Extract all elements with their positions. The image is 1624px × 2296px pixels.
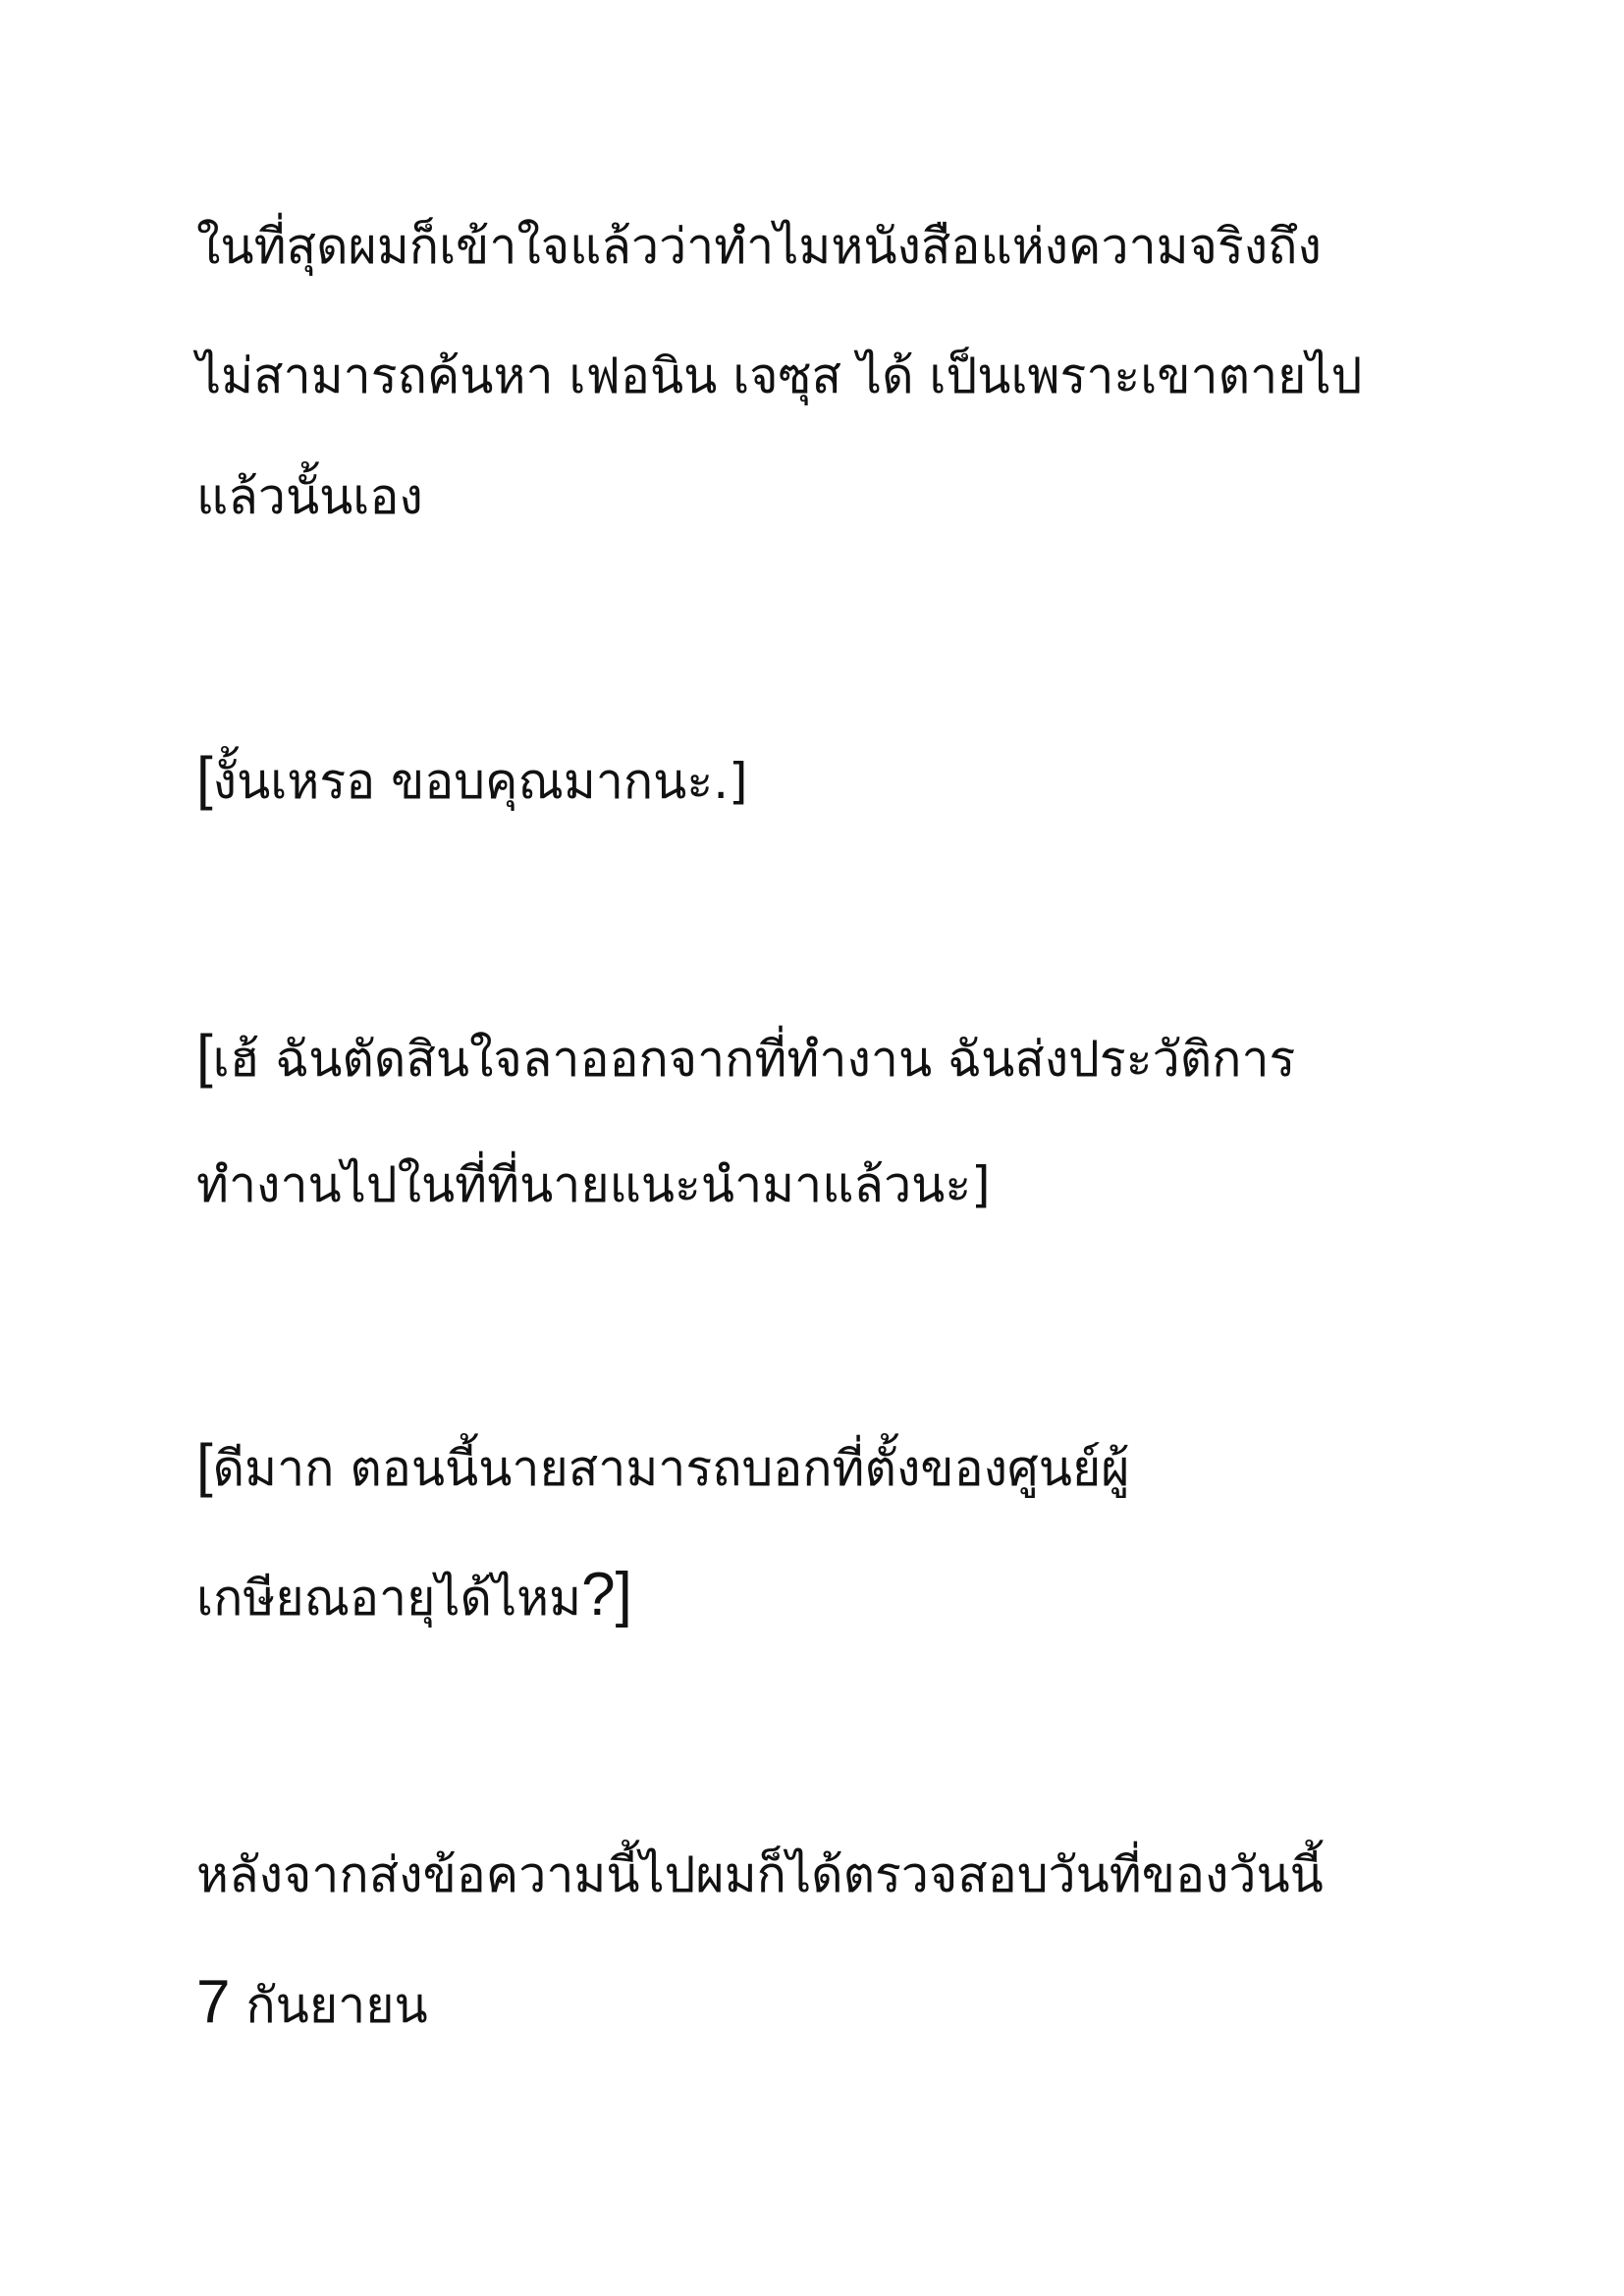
message-1-open-bracket: [ [196,745,213,811]
message-2-text-line-1: เฮ้ ฉันตัดสินใจลาออกจากที่ทำงาน ฉันส่งประวัติการ [212,1031,1296,1088]
paragraph-2-line-2 [196,1968,428,2040]
paragraph-1-line-2: ไม่สามารถค้นหา เฟอนิน เจซุส ได้ เป็นเพราะเขาตายไป [196,347,1363,404]
message-2-line-1 [196,1022,1295,1094]
message-3-text-line-2: เกษียณอายุได้ไหม [196,1570,582,1627]
message-1-text: งั้นเหรอ ขอบคุณมากนะ. [212,753,730,810]
message-3-text-line-1: ดีมาก ตอนนี้นายสามารถบอกที่ตั้งของศูนย์ผู้ [212,1440,1130,1497]
message-3-open-bracket: [ [196,1432,213,1498]
message-2-open-bracket: [ [196,1023,213,1089]
message-1-close-bracket: ] [729,753,748,810]
message-2-line-2: ทำงานไปในที่ที่นายแนะนำมาแล้วนะ] [196,1156,991,1213]
date-month: กันยายน [230,1977,428,2034]
message-3-question-close: ?] [581,1561,632,1629]
message-3-line-2 [196,1561,632,1632]
date-day: 7 [196,1968,231,2036]
paragraph-2-line-1: หลังจากส่งข้อความนี้ไปผมก็ได้ตรวจสอบวันที่ของวันนี้ [196,1846,1324,1903]
message-1 [196,744,748,816]
paragraph-1-line-1: ในที่สุดผมก็เข้าใจแล้วว่าทำไมหนังสือแห่งความจริงถึง [196,218,1322,275]
message-3-line-1 [196,1431,1130,1503]
paragraph-1-line-3: แล้วนั้นเอง [196,468,423,525]
